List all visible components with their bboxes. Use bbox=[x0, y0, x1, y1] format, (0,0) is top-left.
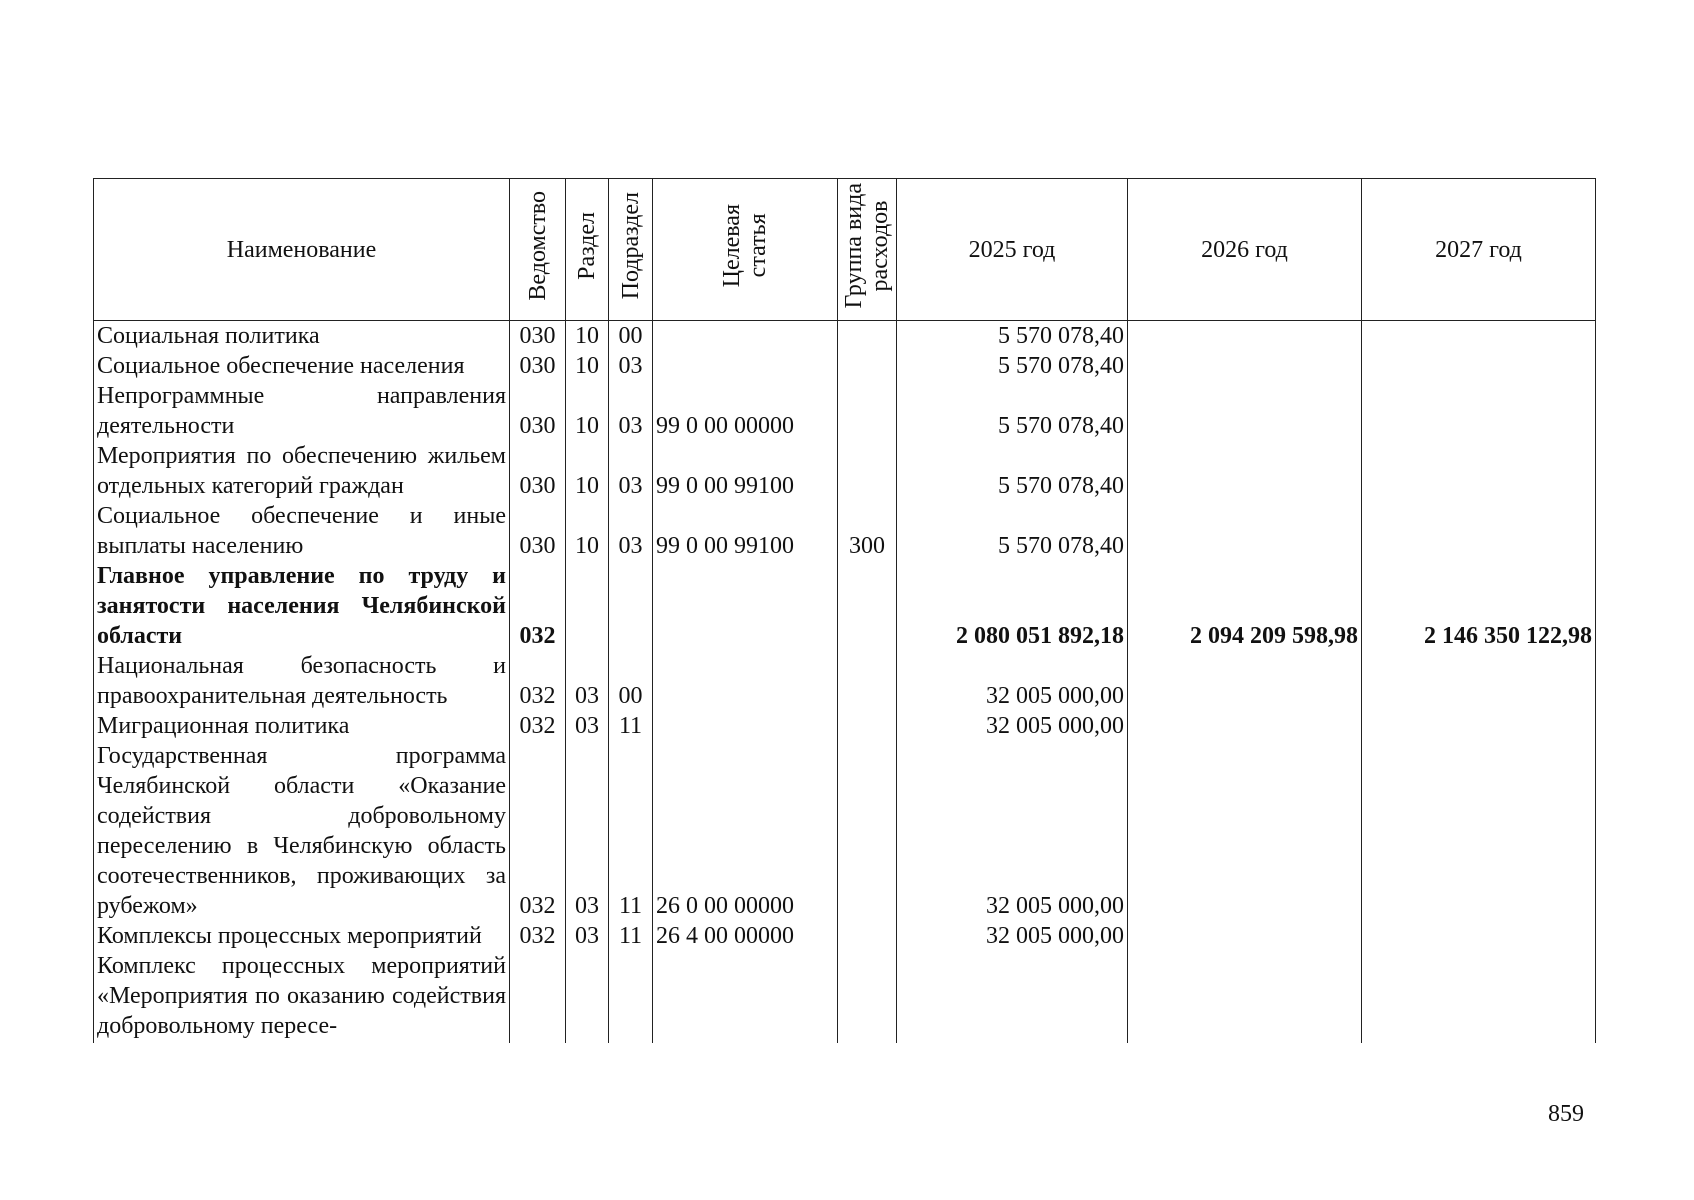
cell-year-2026 bbox=[1128, 381, 1362, 441]
table-row bbox=[94, 321, 1596, 352]
cell-year-2025: 32 005 000,00 bbox=[897, 711, 1128, 741]
cell-razdel: 10 bbox=[566, 501, 609, 561]
cell-vedomstvo: 030 bbox=[510, 321, 566, 352]
cell-year-2025: 32 005 000,00 bbox=[897, 651, 1128, 711]
cell-name: Комплексы процессных мероприятий bbox=[94, 921, 510, 951]
cell-name: Социальная политика bbox=[94, 321, 510, 352]
header-celevaya-statya: Целевая статья bbox=[653, 179, 838, 321]
cell-year-2027 bbox=[1362, 321, 1596, 352]
cell-name: Социальное обеспечение населения bbox=[94, 351, 510, 381]
cell-gruppa-vida-rashodov bbox=[838, 561, 897, 651]
cell-razdel bbox=[566, 561, 609, 651]
cell-year-2025: 2 080 051 892,18 bbox=[897, 561, 1128, 651]
table-row bbox=[94, 561, 1596, 651]
cell-gruppa-vida-rashodov bbox=[838, 351, 897, 381]
cell-year-2027 bbox=[1362, 711, 1596, 741]
cell-celevaya-statya bbox=[653, 321, 838, 352]
cell-razdel: 10 bbox=[566, 441, 609, 501]
cell-razdel: 10 bbox=[566, 351, 609, 381]
cell-year-2025: 32 005 000,00 bbox=[897, 921, 1128, 951]
table-row bbox=[94, 951, 1596, 1043]
cell-gruppa-vida-rashodov bbox=[838, 441, 897, 501]
cell-razdel bbox=[566, 951, 609, 1043]
cell-year-2026 bbox=[1128, 951, 1362, 1043]
cell-name: Непрограммные направления деятельности bbox=[94, 381, 510, 441]
cell-year-2026 bbox=[1128, 741, 1362, 921]
cell-celevaya-statya: 99 0 00 99100 bbox=[653, 501, 838, 561]
cell-year-2027 bbox=[1362, 651, 1596, 711]
cell-razdel: 03 bbox=[566, 921, 609, 951]
cell-celevaya-statya bbox=[653, 711, 838, 741]
cell-podrazdel: 11 bbox=[609, 741, 653, 921]
cell-year-2026 bbox=[1128, 501, 1362, 561]
cell-vedomstvo: 030 bbox=[510, 351, 566, 381]
cell-name: Национальная безопасность и правоохранительная деятельность bbox=[94, 651, 510, 711]
cell-podrazdel bbox=[609, 561, 653, 651]
header-vedomstvo: Ведомство bbox=[510, 179, 566, 321]
cell-vedomstvo bbox=[510, 951, 566, 1043]
cell-celevaya-statya: 26 4 00 00000 bbox=[653, 921, 838, 951]
cell-year-2025 bbox=[897, 951, 1128, 1043]
cell-podrazdel: 03 bbox=[609, 501, 653, 561]
header-name: Наименование bbox=[94, 179, 510, 321]
header-gruppa-vida-rashodov: Группа вида расходов bbox=[838, 179, 897, 321]
cell-year-2026 bbox=[1128, 921, 1362, 951]
cell-name: Главное управление по труду и занятости населения Челябинской области bbox=[94, 561, 510, 651]
cell-podrazdel bbox=[609, 951, 653, 1043]
cell-year-2025: 5 570 078,40 bbox=[897, 441, 1128, 501]
cell-vedomstvo: 030 bbox=[510, 381, 566, 441]
cell-vedomstvo: 032 bbox=[510, 741, 566, 921]
cell-razdel: 10 bbox=[566, 381, 609, 441]
table-row bbox=[94, 741, 1596, 921]
cell-year-2027 bbox=[1362, 741, 1596, 921]
cell-name: Комплекс процессных мероприятий «Мероприятия по оказанию содействия добровольному пересе- bbox=[94, 951, 510, 1043]
cell-celevaya-statya bbox=[653, 951, 838, 1043]
cell-year-2025: 5 570 078,40 bbox=[897, 381, 1128, 441]
page-number: 859 bbox=[1548, 1101, 1584, 1127]
cell-year-2027 bbox=[1362, 921, 1596, 951]
cell-year-2025: 5 570 078,40 bbox=[897, 351, 1128, 381]
cell-podrazdel: 00 bbox=[609, 651, 653, 711]
cell-gruppa-vida-rashodov bbox=[838, 921, 897, 951]
cell-year-2027 bbox=[1362, 951, 1596, 1043]
cell-vedomstvo: 032 bbox=[510, 711, 566, 741]
cell-year-2027 bbox=[1362, 351, 1596, 381]
cell-name: Государственная программа Челябинской области «Оказание содействия добровольному переселению в Челябинскую область соотечественников, проживающих за рубежом» bbox=[94, 741, 510, 921]
table-row bbox=[94, 651, 1596, 711]
cell-year-2025: 32 005 000,00 bbox=[897, 741, 1128, 921]
cell-razdel: 03 bbox=[566, 741, 609, 921]
cell-year-2026 bbox=[1128, 351, 1362, 381]
cell-celevaya-statya bbox=[653, 351, 838, 381]
table-body bbox=[94, 321, 1596, 1044]
cell-year-2026: 2 094 209 598,98 bbox=[1128, 561, 1362, 651]
cell-celevaya-statya: 99 0 00 99100 bbox=[653, 441, 838, 501]
cell-podrazdel: 11 bbox=[609, 921, 653, 951]
cell-podrazdel: 03 bbox=[609, 351, 653, 381]
cell-name: Социальное обеспечение и иные выплаты населению bbox=[94, 501, 510, 561]
cell-gruppa-vida-rashodov bbox=[838, 381, 897, 441]
cell-gruppa-vida-rashodov: 300 bbox=[838, 501, 897, 561]
cell-gruppa-vida-rashodov bbox=[838, 321, 897, 352]
table-row bbox=[94, 381, 1596, 441]
cell-gruppa-vida-rashodov bbox=[838, 651, 897, 711]
header-year-2027: 2027 год bbox=[1362, 179, 1596, 321]
cell-year-2027 bbox=[1362, 501, 1596, 561]
header-razdel: Раздел bbox=[566, 179, 609, 321]
cell-podrazdel: 11 bbox=[609, 711, 653, 741]
table-row bbox=[94, 441, 1596, 501]
cell-razdel: 03 bbox=[566, 651, 609, 711]
cell-name: Миграционная политика bbox=[94, 711, 510, 741]
cell-name: Мероприятия по обеспечению жильем отдельных категорий граждан bbox=[94, 441, 510, 501]
cell-gruppa-vida-rashodov bbox=[838, 741, 897, 921]
header-podrazdel: Подраздел bbox=[609, 179, 653, 321]
cell-year-2026 bbox=[1128, 321, 1362, 352]
cell-year-2027 bbox=[1362, 441, 1596, 501]
cell-year-2026 bbox=[1128, 651, 1362, 711]
cell-vedomstvo: 030 bbox=[510, 501, 566, 561]
table-header-row bbox=[94, 179, 1596, 321]
cell-gruppa-vida-rashodov bbox=[838, 711, 897, 741]
cell-year-2027: 2 146 350 122,98 bbox=[1362, 561, 1596, 651]
table-row bbox=[94, 921, 1596, 951]
table-row bbox=[94, 711, 1596, 741]
cell-celevaya-statya bbox=[653, 651, 838, 711]
cell-gruppa-vida-rashodov bbox=[838, 951, 897, 1043]
cell-podrazdel: 03 bbox=[609, 381, 653, 441]
cell-year-2026 bbox=[1128, 441, 1362, 501]
cell-celevaya-statya bbox=[653, 561, 838, 651]
cell-year-2025: 5 570 078,40 bbox=[897, 501, 1128, 561]
cell-year-2027 bbox=[1362, 381, 1596, 441]
cell-vedomstvo: 030 bbox=[510, 441, 566, 501]
cell-razdel: 03 bbox=[566, 711, 609, 741]
cell-podrazdel: 00 bbox=[609, 321, 653, 352]
header-year-2025: 2025 год bbox=[897, 179, 1128, 321]
cell-vedomstvo: 032 bbox=[510, 651, 566, 711]
cell-celevaya-statya: 26 0 00 00000 bbox=[653, 741, 838, 921]
cell-year-2025: 5 570 078,40 bbox=[897, 321, 1128, 352]
cell-vedomstvo: 032 bbox=[510, 921, 566, 951]
header-year-2026: 2026 год bbox=[1128, 179, 1362, 321]
table-row bbox=[94, 351, 1596, 381]
cell-vedomstvo: 032 bbox=[510, 561, 566, 651]
cell-celevaya-statya: 99 0 00 00000 bbox=[653, 381, 838, 441]
budget-table bbox=[93, 178, 1596, 1043]
cell-year-2026 bbox=[1128, 711, 1362, 741]
cell-razdel: 10 bbox=[566, 321, 609, 352]
table-row bbox=[94, 501, 1596, 561]
cell-podrazdel: 03 bbox=[609, 441, 653, 501]
